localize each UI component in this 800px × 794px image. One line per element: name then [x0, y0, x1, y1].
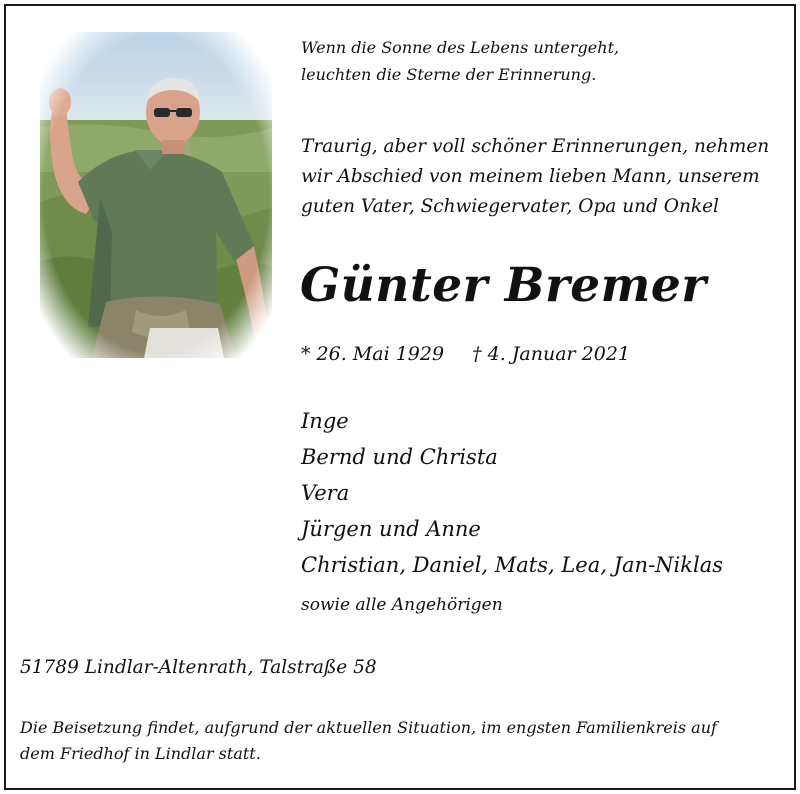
notice-line: Die Beisetzung findet, aufgrund der aktuellen Situation, im engsten Familienkreis auf: [20, 718, 717, 737]
mourner-entry: Bernd und Christa: [301, 445, 498, 469]
mourner-entry: Jürgen und Anne: [301, 517, 481, 541]
funeral-notice: [20, 715, 780, 767]
mourner-entry: Vera: [301, 481, 350, 505]
notice-line: dem Friedhof in Lindlar statt.: [20, 744, 261, 763]
quote-line: leuchten die Sterne der Erinnerung.: [301, 65, 597, 84]
death-date: † 4. Januar 2021: [472, 343, 631, 365]
family-address: 51789 Lindlar-Altenrath, Talstraße 58: [20, 657, 377, 678]
memorial-quote: [301, 34, 771, 88]
deceased-name: Günter Bremer: [300, 258, 707, 313]
mourner-entry: Inge: [301, 409, 349, 433]
mourners-list: [301, 403, 723, 583]
announcement-line: wir Abschied von meinem lieben Mann, unserem: [301, 166, 760, 187]
mourner-entry: Christian, Daniel, Mats, Lea, Jan-Niklas: [301, 553, 723, 577]
quote-line: Wenn die Sonne des Lebens untergeht,: [301, 38, 620, 57]
other-relatives: sowie alle Angehörigen: [301, 595, 503, 615]
announcement-line: guten Vater, Schwiegervater, Opa und Onkel: [301, 196, 719, 217]
portrait-photo: [40, 32, 272, 358]
birth-date: * 26. Mai 1929: [301, 343, 445, 365]
announcement-text: [301, 132, 771, 222]
announcement-line: Traurig, aber voll schöner Erinnerungen, nehmen: [301, 136, 770, 157]
life-dates: [301, 340, 630, 368]
